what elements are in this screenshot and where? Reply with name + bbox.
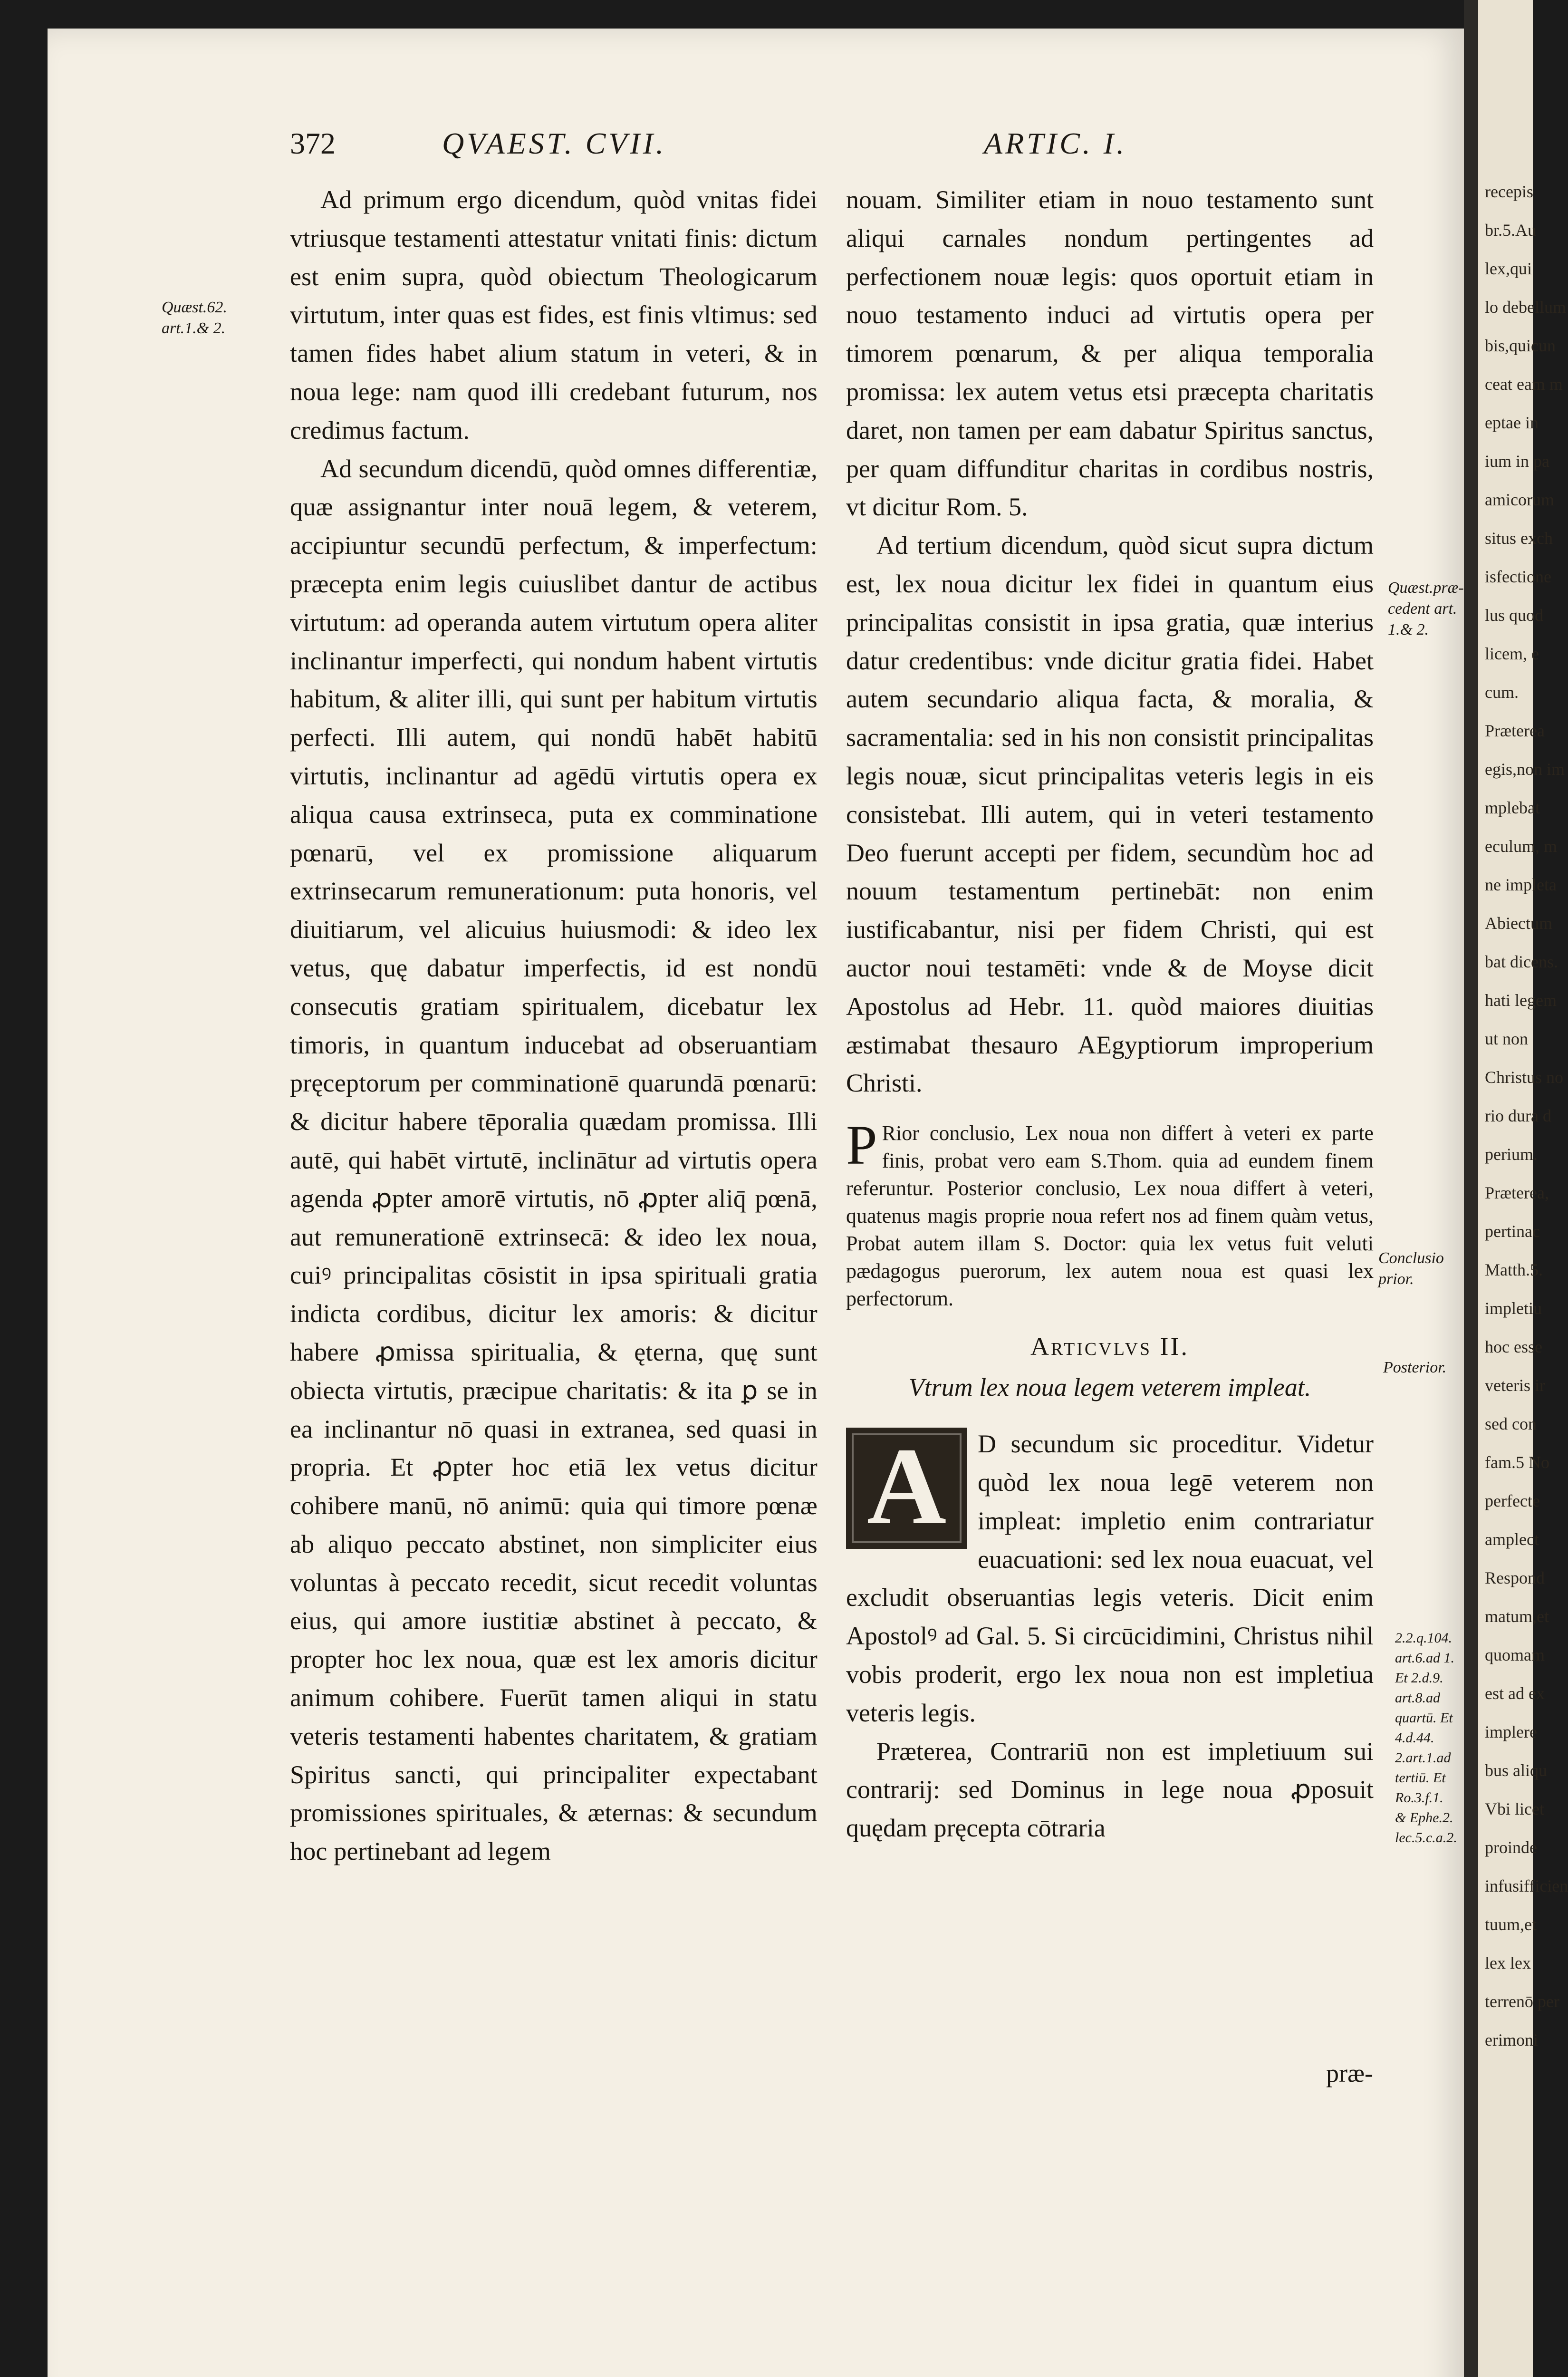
paragraph-ad-tertium: Ad tertium dicendum, quòd sicut supra dictum est, lex noua dicitur lex fidei in quantum eius principalitas consistit in ipsa gratia, quæ interius datur credentibus: vnde dicitur gratia fidei. Habet autem secundario aliqua facta, & moralia, & sacramentalia: sed in his non consistit principalitas legis nouæ, sicut principalitas veteris legis in eis consistebat. Illi autem, qui in veteri testamento Deo fuerunt accepti per fidem, secundùm hoc ad nouum testamentum pertinebāt: non enim iustificabantur, nisi per fidem Christi, qui est auctor noui testamēti: vnde & de Moyse dicit Apostolus ad Hebr. 11. quòd maiores diuitias æstimabat thesauro AEgyptiorum improperium Christi. bbox=[846, 531, 1374, 1098]
next-page-line: terrenō per bbox=[1485, 1992, 1559, 2011]
page-number: 372 bbox=[290, 126, 336, 160]
next-page-line: br.5.Au bbox=[1485, 221, 1536, 240]
article-question: Vtrum lex noua legem veterem impleat. bbox=[908, 1373, 1311, 1402]
paragraph-ad-secundum-proceditur bbox=[846, 1425, 1374, 1732]
paragraph-praeterea: Præterea, Contrariū non est impletiuum sui contrarij: sed Dominus in lege noua ꝓposuit quędam pręcepta cōtraria bbox=[846, 1737, 1374, 1843]
commentary-text: Rior conclusio, Lex noua non differt à veteri ex parte finis, probat vero eam S.Thom. quia ad eundem finem referuntur. Posterior conclusio, Lex noua differt à veteri, quatenus magis proprie noua refert nos ad finem quàm vetus, Probat autem illam S. Doctor: quia lex vetus fuit veluti pædagogus puerorum, lex autem noua est quasi lex perfectorum. bbox=[846, 1121, 1374, 1311]
next-page-line: ut non bbox=[1485, 1029, 1529, 1048]
next-page-line: hati legem bbox=[1485, 991, 1557, 1010]
next-page-line: mplebat bbox=[1485, 798, 1540, 817]
next-page-line: Christus no bbox=[1485, 1068, 1564, 1087]
next-page-line: perium. bbox=[1485, 1145, 1538, 1164]
next-page-line: amplect bbox=[1485, 1530, 1539, 1549]
running-head-quaestio: QVAEST. CVII. bbox=[442, 126, 666, 160]
next-page-line: fam.5 No bbox=[1485, 1453, 1549, 1472]
ornamental-initial-letter: A bbox=[866, 1425, 947, 1548]
next-page-line: infusifficien bbox=[1485, 1876, 1568, 1895]
next-page-line: lo debellum bbox=[1485, 298, 1566, 317]
margin-note-left: Quæst.62. art.1.& 2. bbox=[162, 299, 227, 337]
paragraph-ad-secundum: Ad secundum dicendū, quòd omnes differentiæ, quæ assignantur inter nouā legem, & veterem, accipiuntur secundū perfectum, & imperfectum: præcepta enim legis cuiuslibet dantur de actibus virtutum: ad operanda autem virtutum opera aliter inclinantur imperfecti, qui nondum habent virtutis habitum, & aliter illi, qui sunt per habitum virtutis perfecti. Illi autem, qui nondū habēt habitū virtutis, inclinantur ad agēdū virtutis opera ex aliqua causa extrinseca, puta ex comminatione pœnarū, vel ex promissione aliquarum extrinsecarum remunerationum: puta honoris, vel diuitiarum, vel alicuius huiusmodi: & ideo lex vetus, quę dabatur imperfectis, id est nondū consecutis gratiam spiritualem, dicebatur lex timoris, in quantum inducebat ad obseruantiam pręceptorum per comminationē quarundā pœnarū: & dicitur habere tēporalia quædam promissa. Illi autē, qui habēt virtutē, inclinātur ad virtutis opera agenda ꝓpter amorē virtutis, nō ꝓpter aliq̄ pœnā, aut remunerationē extrinsecā: & ideo lex noua, cuiꝰ principalitas cōsistit in ipsa spirituali gratia indicta cordibus, dicitur lex amoris: & dicitur habere ꝓmissa spiritualia, & ęterna, quę sunt obiecta virtutis, præcipue charitatis: & ita ꝑ se in ea inclinantur nō quasi in extranea, sed quasi in propria. Et ꝓpter hoc etiā lex vetus dicitur cohibere manū, nō animū: quia qui timore pœnæ ab aliquo peccato abstinet, non simpliciter eius voluntas à peccato recedit, sicut recedit voluntas eius, qui amore iustitiæ abstinet à peccato, & propter hoc lex noua, quæ est lex amoris dicitur animum cohibere. Fuerūt tamen aliqui in statu veteris testamenti habentes charitatem, & gratiam Spiritus sancti, qui principaliter expectabant promissiones spirituales, & æternas: & secundum hoc pertinebant ad legem bbox=[290, 454, 818, 1866]
next-page-line: impletiu bbox=[1485, 1299, 1542, 1318]
next-page-line: Præterea bbox=[1485, 721, 1545, 740]
next-page-line: egis,non im bbox=[1485, 760, 1565, 779]
next-page-line: Matth.5. bbox=[1485, 1260, 1543, 1279]
next-page-fragment bbox=[1478, 0, 1568, 2377]
next-page-line: Vbi licet bbox=[1485, 1799, 1544, 1818]
next-page-line: licem, e bbox=[1485, 644, 1539, 663]
next-page-line: est ad ex bbox=[1485, 1684, 1545, 1703]
margin-note-right-4: 2.2.q.104. art.6.ad 1. Et 2.d.9. art.8.ad quartū. Et 4.d.44. 2.art.1.ad tertiū. Et Ro.3.f.1. & Ephe.2. lec.5.c.a.2. bbox=[1395, 1630, 1457, 1846]
next-page-line: eculum, m bbox=[1485, 837, 1557, 856]
paragraph-ad-primum: Ad primum ergo dicendum, quòd vnitas fidei vtriusque testamenti attestatur vnitati finis: dictum est enim supra, quòd obiectum Theologicarum virtutum, inter quas est fides, est finis vltimus: sed tamen fides habet alium statum in veteri, & in noua lege: nam quod illi credebant futurum, nos credimus factum. bbox=[290, 185, 818, 444]
next-page-line: pertinac bbox=[1485, 1222, 1540, 1241]
next-page-line: matum,et bbox=[1485, 1607, 1549, 1626]
next-page-line: perfecte bbox=[1485, 1491, 1540, 1510]
commentary-dropcap: P bbox=[846, 1114, 877, 1177]
next-page-line: cum. bbox=[1485, 683, 1519, 702]
next-page-line: proinde bbox=[1485, 1838, 1537, 1857]
next-page-line: implere bbox=[1485, 1722, 1537, 1741]
next-page-line: bis,quicun bbox=[1485, 336, 1556, 355]
next-page-line: ceat eam m bbox=[1485, 375, 1563, 394]
next-page-line: bat dicens. bbox=[1485, 952, 1558, 971]
next-page-line: recepis bbox=[1485, 182, 1533, 201]
next-page-line: sed con bbox=[1485, 1414, 1537, 1433]
next-page-line: ium in pa bbox=[1485, 452, 1549, 471]
book-gutter bbox=[1464, 0, 1478, 2377]
margin-note-right-3: Posterior. bbox=[1383, 1359, 1447, 1376]
article-heading: Articvlvs II. bbox=[1030, 1332, 1189, 1361]
next-page-line: bus aliqu bbox=[1485, 1761, 1547, 1780]
next-page-line: tuum,et bbox=[1485, 1915, 1537, 1934]
paragraph-continuation: nouam. Similiter etiam in nouo testamento sunt aliqui carnales nondum pertingentes ad perfectionem nouæ legis: quos oportuit etiam in nouo testamento induci ad virtutis opera per timorem pœnarum, & per aliqua temporalia promissa: lex autem vetus etsi præcepta charitatis daret, non tamen per eam dabatur Spiritus sanctus, per quam diffunditur charitas in cordibus nostris, vt dicitur Rom. 5. bbox=[846, 185, 1374, 522]
next-page-line: Respond bbox=[1485, 1568, 1545, 1587]
next-page-line: Abiectum bbox=[1485, 914, 1552, 933]
right-column bbox=[846, 181, 1374, 1847]
article-text-1: D secundum sic proceditur. Videtur quòd lex noua legē veterem non impleat: impletio enim contrariatur euacuationi: sed lex noua euacuat, vel excludit obseruantias legis veteris. Dicit enim Apostolꝰ ad Gal. 5. Si circūcidimini, Christus nihil vobis proderit, ergo lex noua non est impletiua veteris legis. bbox=[846, 1430, 1374, 1727]
next-page-line: erimoni bbox=[1485, 2030, 1538, 2049]
next-page-line: amicorum bbox=[1485, 490, 1554, 509]
next-page-line: lus quod bbox=[1485, 606, 1544, 625]
ornamental-initial bbox=[846, 1425, 967, 1549]
next-page-line: eptae in bbox=[1485, 413, 1539, 432]
margin-note-right-2: Conclusio prior. bbox=[1378, 1249, 1444, 1288]
next-page-line: isfectione bbox=[1485, 567, 1551, 586]
commentary-note bbox=[846, 1114, 1374, 1313]
margin-note-right-1: Quæst.præ- cedent art. 1.& 2. bbox=[1388, 579, 1464, 638]
next-page-line: Præterea, bbox=[1485, 1183, 1549, 1202]
running-head-articulus: ARTIC. I. bbox=[984, 126, 1127, 160]
next-page-line: veteris ir bbox=[1485, 1376, 1545, 1395]
next-page-line: ne impleta bbox=[1485, 875, 1557, 894]
next-page-line: lex lex bbox=[1485, 1953, 1531, 1972]
next-page-line: situs exch bbox=[1485, 529, 1553, 548]
next-page-line: lex,qui bbox=[1485, 259, 1532, 278]
next-page-line: hoc esse bbox=[1485, 1337, 1542, 1356]
next-page-line: quomam bbox=[1485, 1645, 1545, 1664]
next-page-line: rio dura d bbox=[1485, 1106, 1551, 1125]
catchword: præ- bbox=[1326, 2059, 1373, 2087]
left-column bbox=[290, 181, 818, 1871]
